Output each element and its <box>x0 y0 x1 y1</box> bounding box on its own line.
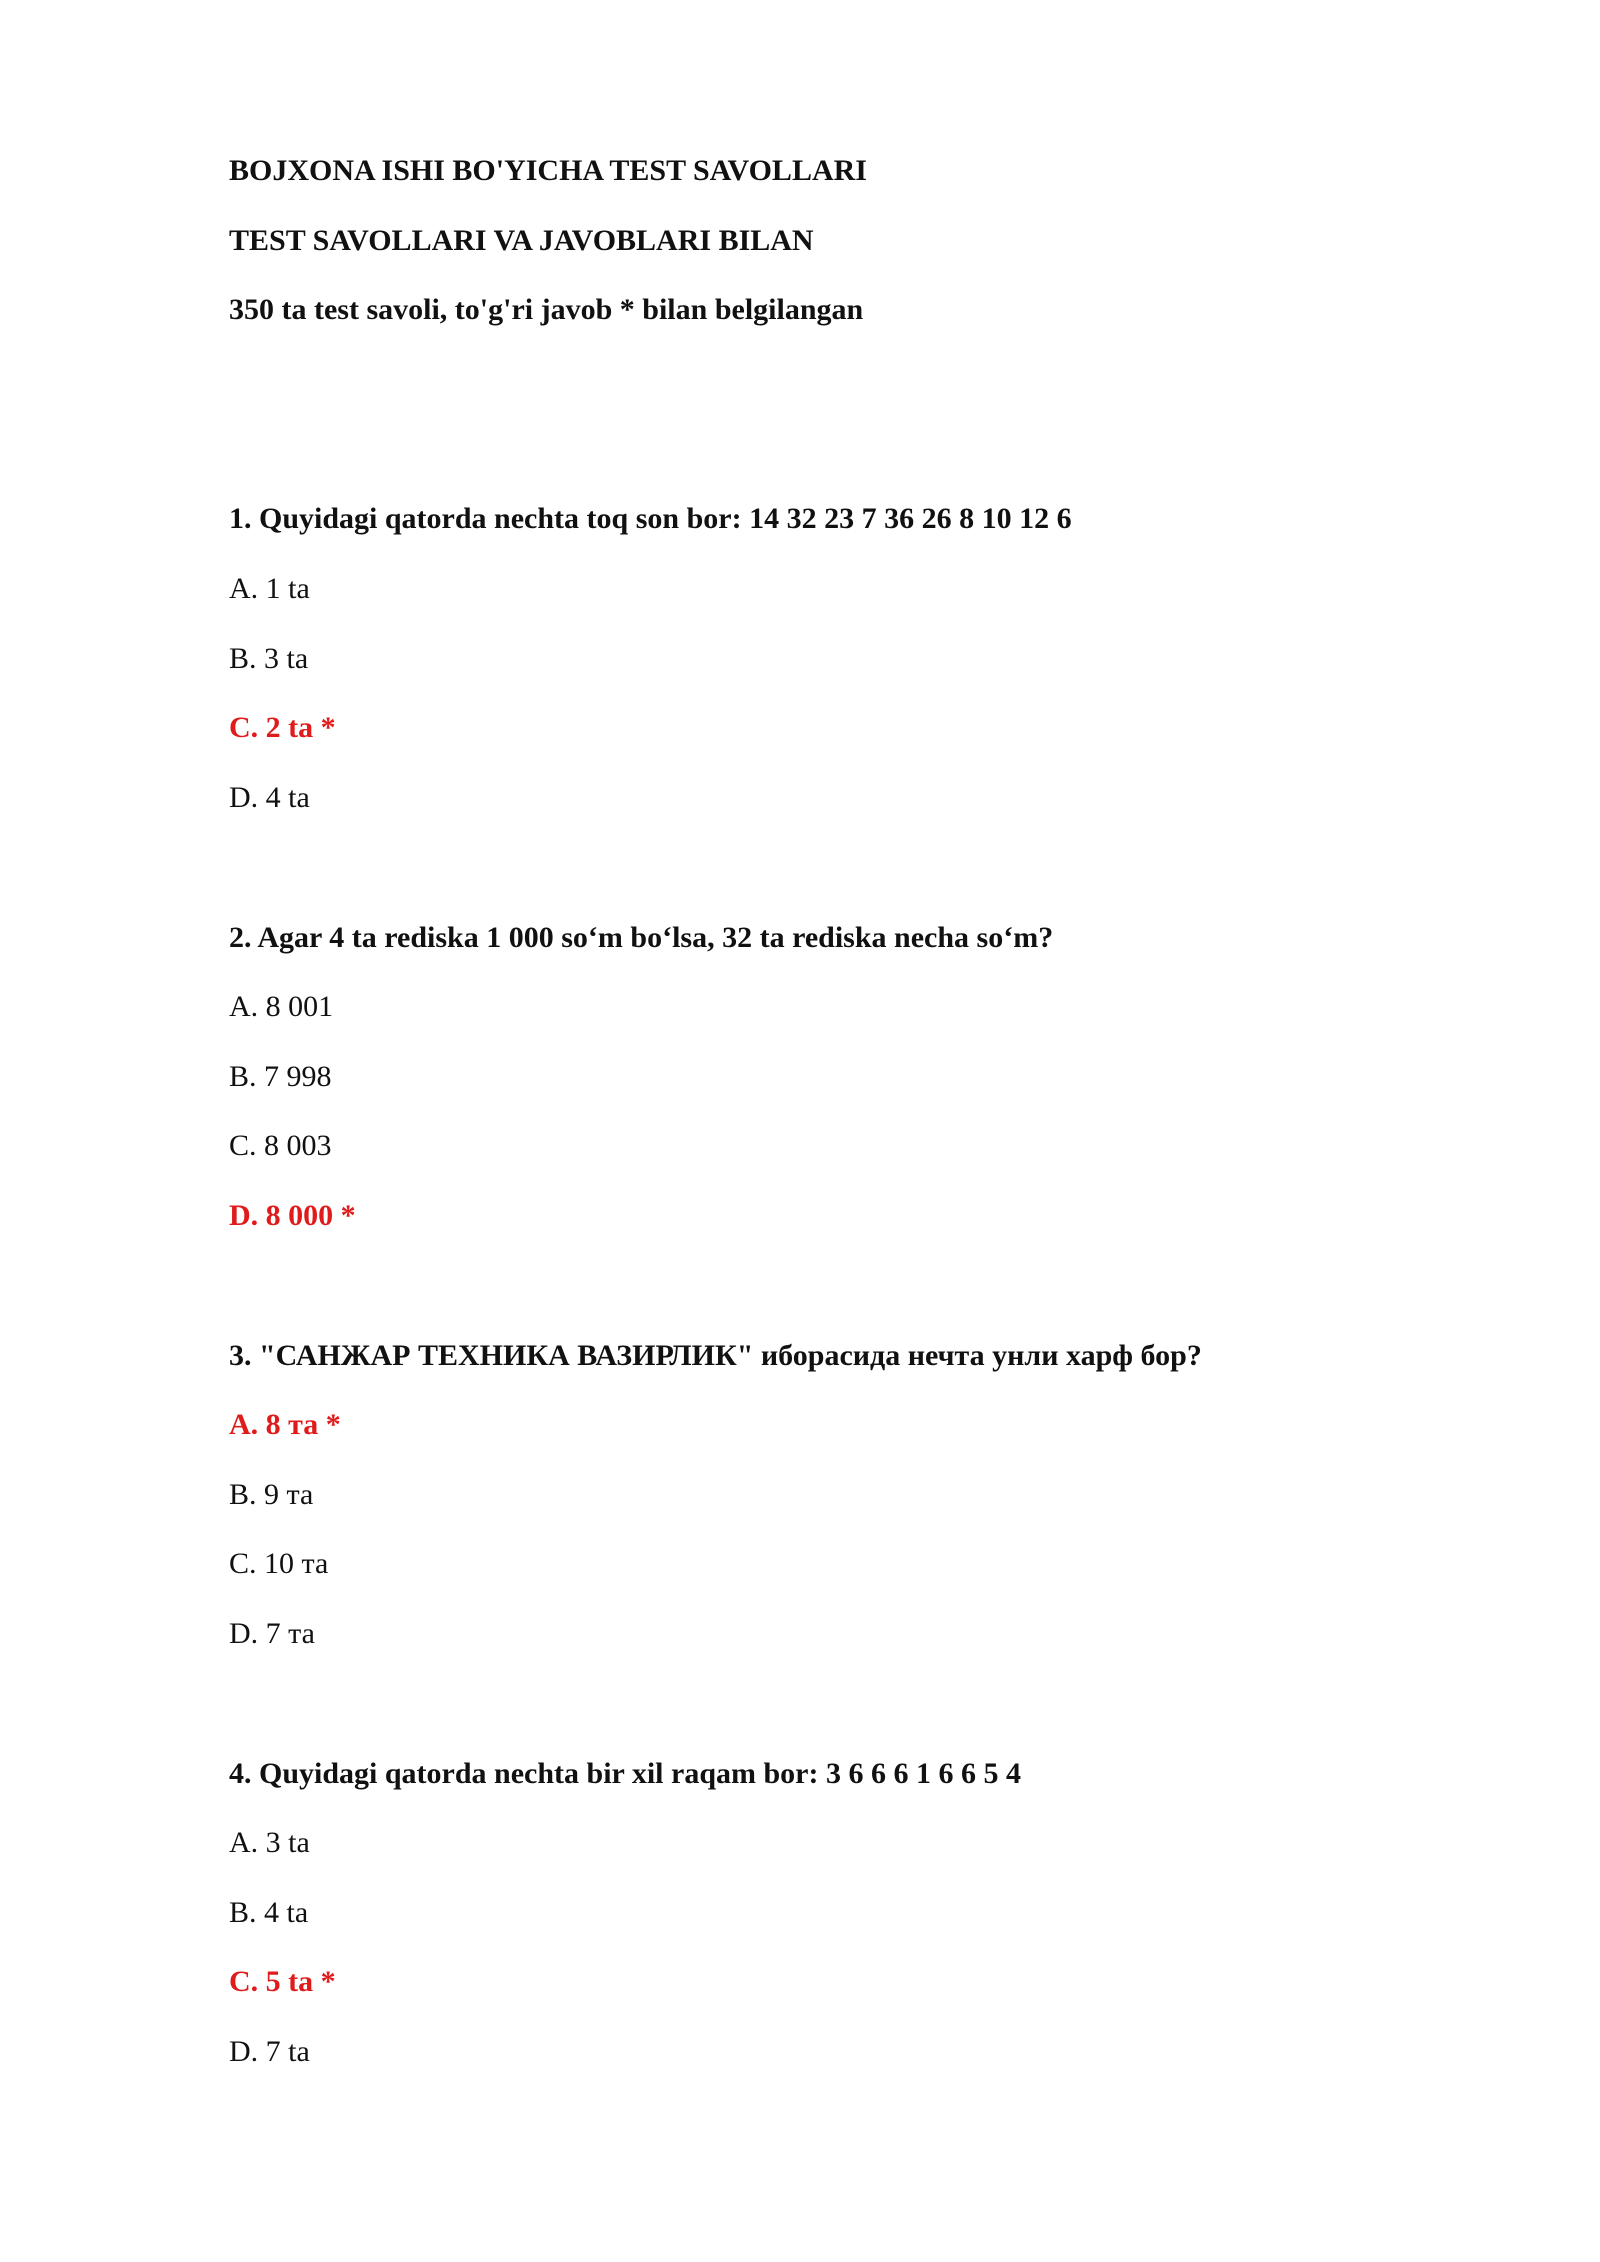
answer-option: B. 4 ta <box>229 1896 309 1929</box>
answer-option: C. 8 003 <box>229 1129 332 1162</box>
question-text: 4. Quyidagi qatorda nechta bir xil raqam bor: 3 6 6 6 1 6 6 5 4 <box>229 1757 1021 1790</box>
answer-option: B. 7 998 <box>229 1060 332 1093</box>
answer-option: C. 10 та <box>229 1547 329 1580</box>
document-subtitle: TEST SAVOLLARI VA JAVOBLARI BILAN <box>229 224 814 257</box>
question-text: 1. Quyidagi qatorda nechta toq son bor: 14 32 23 7 36 26 8 10 12 6 <box>229 502 1072 535</box>
answer-option: D. 7 та <box>229 1617 315 1650</box>
answer-option-correct: C. 5 ta * <box>229 1965 336 1998</box>
answer-option: B. 3 ta <box>229 642 309 675</box>
answer-option-correct: A. 8 та * <box>229 1408 341 1441</box>
answer-option: A. 3 ta <box>229 1826 310 1859</box>
answer-option-correct: C. 2 ta * <box>229 711 336 744</box>
answer-option: B. 9 та <box>229 1478 314 1511</box>
document-title: BOJXONA ISHI BO'YICHA TEST SAVOLLARI <box>229 154 867 187</box>
answer-option: D. 7 ta <box>229 2035 310 2068</box>
question-text: 3. "САНЖАР ТЕХНИКА ВАЗИРЛИК" иборасида нечта унли харф бор? <box>229 1339 1202 1372</box>
answer-option: A. 8 001 <box>229 990 334 1023</box>
question-text: 2. Agar 4 ta rediska 1 000 so‘m bo‘lsa, 32 ta rediska necha so‘m? <box>229 921 1054 954</box>
answer-option: A. 1 ta <box>229 572 310 605</box>
answer-option-correct: D. 8 000 * <box>229 1199 356 1232</box>
document-note: 350 ta test savoli, to'g'ri javob * bilan belgilangan <box>229 293 864 326</box>
answer-option: D. 4 ta <box>229 781 310 814</box>
